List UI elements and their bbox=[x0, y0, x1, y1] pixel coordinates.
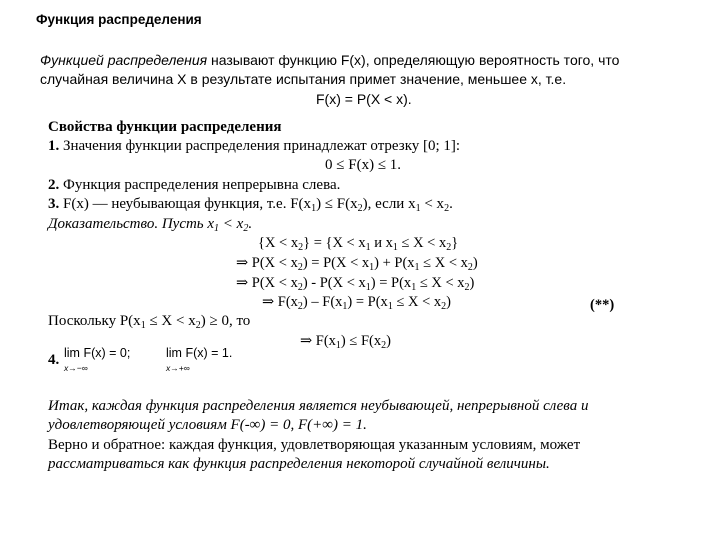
property-1 bbox=[48, 138, 460, 155]
equation-3: ⇒ $P(X < x_2) - P(X < x_1) = P(x_1 \le X < x_2)$ bbox=[236, 275, 475, 293]
property-4-number: 4. bbox=[48, 352, 60, 368]
equation-marker: (**) bbox=[590, 297, 615, 313]
property-2-text: Функция распределения непрерывна слева. bbox=[59, 177, 341, 193]
property-3-number: 3. bbox=[48, 196, 60, 212]
property-4-limits bbox=[64, 346, 264, 378]
limit-minus-infinity-subscript: x→−∞ bbox=[64, 363, 88, 373]
conclusion-line-2: удовлетворяющей условиям F(-∞) = 0, F(+∞) = 1. bbox=[48, 417, 367, 433]
page-title: Функция распределения bbox=[36, 12, 202, 27]
conclusion-line-1: Итак, каждая функция распределения является неубывающей, непрерывной слева и bbox=[48, 398, 589, 414]
limit-plus-infinity: lim F(x) = 1. bbox=[166, 346, 233, 360]
since-line: Поскольку $P(x_1 \le X < x_2) \ge 0$, то bbox=[48, 313, 251, 331]
limit-minus-infinity: lim F(x) = 0; bbox=[64, 346, 131, 360]
definition-formula: F(x) = P(X < x). bbox=[316, 91, 412, 107]
definition-line-2: случайная величина X в результате испытания примет значение, меньшее x, т.е. bbox=[40, 71, 567, 87]
definition-line-1-rest: называют функцию F(x), определяющую вероятность того, что bbox=[207, 52, 620, 68]
equation-2: ⇒ $P(X < x_2) = P(X < x_1) + P(x_1 \le X < x_2)$ bbox=[236, 255, 478, 273]
property-1-text: Значения функции распределения принадлежат отрезку [0; 1]: bbox=[59, 138, 461, 154]
equation-5: ⇒ $F(x_1) \le F(x_2)$ bbox=[300, 333, 391, 351]
limit-plus-infinity-subscript: x→+∞ bbox=[166, 363, 190, 373]
definition-line-1 bbox=[40, 52, 619, 68]
conclusion-line-4: рассматриваться как функция распределения некоторой случайной величины. bbox=[48, 456, 550, 472]
equation-1: $\{X < x_2\} = \{X < x_1$ и $x_1 \le X < x_2$} bbox=[258, 235, 459, 253]
properties-heading: Свойства функции распределения bbox=[48, 119, 282, 135]
definition-term: Функцией распределения bbox=[40, 52, 208, 68]
property-1-number: 1. bbox=[48, 138, 60, 154]
proof-line: Доказательство. Пусть $x_1 < x_2$. bbox=[48, 216, 253, 234]
property-3-text: F(x) — неубывающая функция, т.е. $F(x_1) \le F(x_2)$, если $x_1 < x_2$. bbox=[59, 196, 453, 214]
property-2-number: 2. bbox=[48, 177, 60, 193]
equation-4: ⇒ $F(x_2) - F(x_1) = P(x_1 \le X < x_2)$ bbox=[262, 294, 452, 312]
property-1-formula: 0 ≤ F(x) ≤ 1. bbox=[325, 157, 402, 173]
property-2 bbox=[48, 177, 340, 194]
conclusion-line-3: Верно и обратное: каждая функция, удовлетворяющая указанным условиям, может bbox=[48, 437, 581, 453]
property-3 bbox=[48, 196, 453, 214]
